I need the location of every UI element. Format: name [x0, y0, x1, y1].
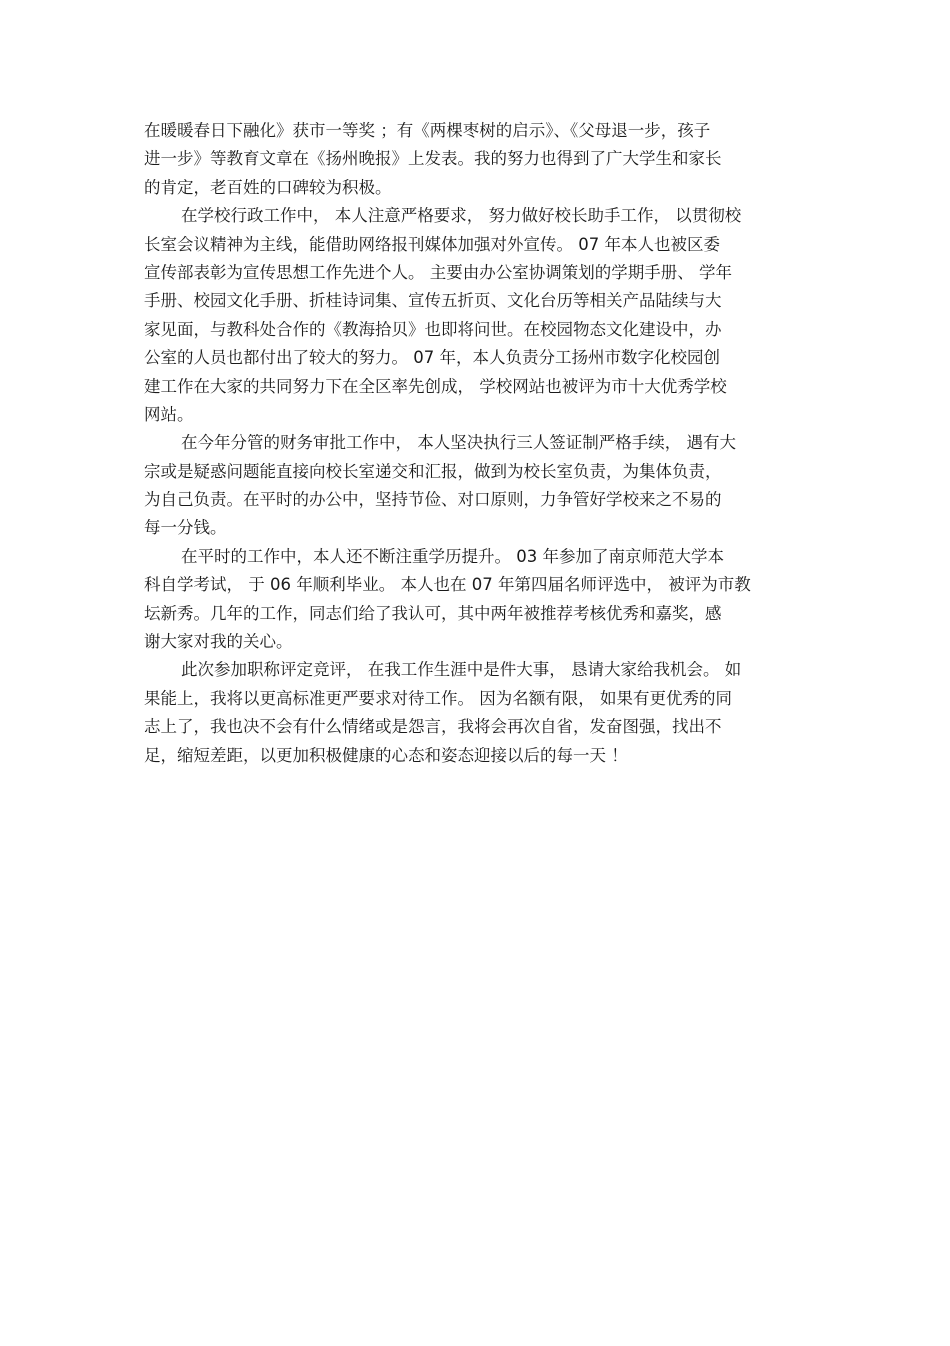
text-line: 谢大家对我的关心。 — [144, 632, 293, 652]
text-line: 每一分钱。 — [144, 518, 227, 538]
text-line: 科自学考试， 于 06 年顺利毕业。 本人也在 07 年第四届名师评选中， 被评为市教 — [144, 575, 751, 595]
text-line: 果能上，我将以更高标准更严要求对待工作。 因为名额有限， 如果有更优秀的同 — [144, 688, 732, 708]
paragraph-start-line: 在今年分管的财务审批工作中， 本人坚决执行三人签证制严格手续， 遇有大 — [181, 433, 736, 453]
document-body — [144, 117, 808, 770]
text-line: 宣传部表彰为宣传思想工作先进个人。 主要由办公室协调策划的学期手册、 学年 — [144, 262, 732, 282]
text-line: 的肯定，老百姓的口碑较为积极。 — [144, 177, 392, 197]
text-line: 家见面，与教科处合作的《教海拾贝》也即将问世。在校园物态文化建设中，办 — [144, 319, 722, 339]
text-line: 在暖暖春日下融化》获市一等奖 ；有《两棵枣树的启示》、《父母退一步，孩子 — [144, 121, 711, 140]
text-line: 志上了，我也决不会有什么情绪或是怨言，我将会再次自省，发奋图强，找出不 — [144, 717, 722, 737]
text-line: 建工作在大家的共同努力下在全区率先创成， 学校网站也被评为市十大优秀学校 — [144, 376, 727, 396]
text-line: 进一步》等教育文章在《扬州晚报》上发表。我的努力也得到了广大学生和家长 — [144, 149, 722, 169]
paragraph-start-line: 在学校行政工作中， 本人注意严格要求， 努力做好校长助手工作， 以贯彻校 — [181, 206, 742, 226]
text-line: 长室会议精神为主线，能借助网络报刊媒体加强对外宣传。 07 年本人也被区委 — [144, 234, 720, 254]
text-line: 为自己负责。在平时的办公中，坚持节俭、对口原则，力争管好学校来之不易的 — [144, 490, 722, 510]
text-line: 坛新秀。几年的工作，同志们给了我认可，其中两年被推荐考核优秀和嘉奖，感 — [144, 603, 722, 623]
text-line: 足，缩短差距，以更加积极健康的心态和姿态迎接以后的每一天 ！ — [144, 745, 628, 765]
text-line: 网站。 — [144, 404, 194, 424]
text-line: 宗或是疑惑问题能直接向校长室递交和汇报，做到为校长室负责，为集体负责， — [144, 461, 722, 481]
paragraph-start-line: 在平时的工作中，本人还不断注重学历提升。 03 年参加了南京师范大学本 — [181, 546, 724, 566]
text-line: 手册、校园文化手册、折桂诗词集、宣传五折页、文化台历等相关产品陆续与大 — [144, 291, 722, 311]
text-line: 公室的人员也都付出了较大的努力。 07 年，本人负责分工扬州市数字化校园创 — [144, 348, 720, 368]
paragraph-start-line: 此次参加职称评定竞评， 在我工作生涯中是件大事， 恳请大家给我机会。 如 — [181, 660, 742, 680]
